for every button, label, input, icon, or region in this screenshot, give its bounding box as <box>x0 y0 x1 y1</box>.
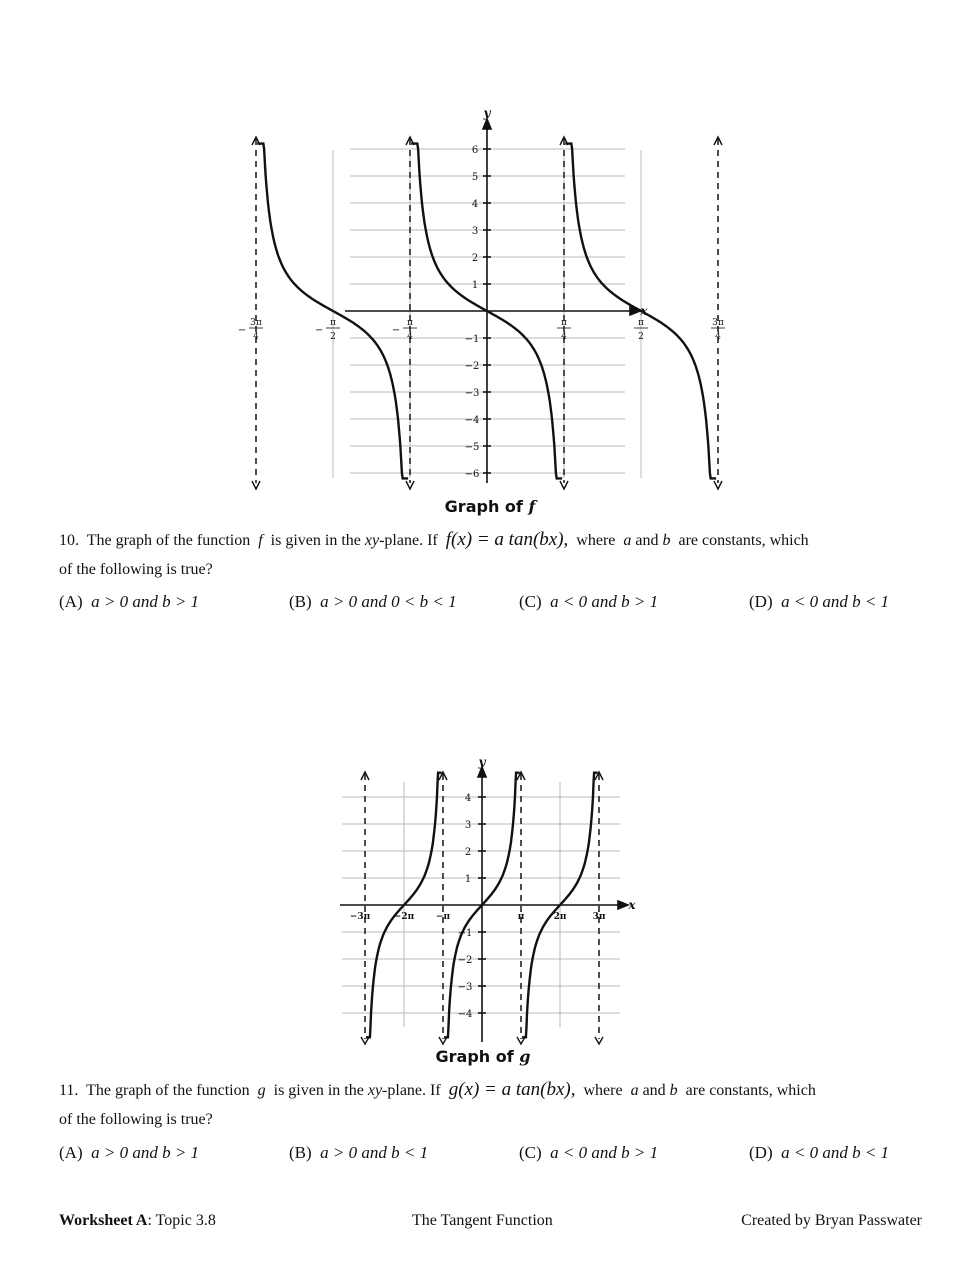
x-tick-numerator: π <box>561 318 567 328</box>
y-tick-label: 6 <box>471 145 479 156</box>
x-axis-label: x <box>640 304 648 318</box>
q10-choice-b[interactable]: (B) a > 0 and 0 < b < 1 <box>289 592 457 611</box>
x-tick-numerator: 3π <box>250 318 262 328</box>
footer-author: Created by Bryan Passwater <box>741 1212 922 1229</box>
q11-choice-a[interactable]: (A) a > 0 and b > 1 <box>59 1143 200 1162</box>
x-tick-denominator: 2 <box>638 332 644 342</box>
x-tick-sign: − <box>314 325 324 336</box>
question-10: 10. The graph of the function f is given in the xy-plane. If f(x) = a tan(bx), where a and b are constants, which of the following is true? <box>59 529 809 578</box>
x-tick-label <box>238 318 263 342</box>
q10-choice-c[interactable]: (C) a < 0 and b > 1 <box>519 592 659 611</box>
x-axis-label: x <box>628 898 636 912</box>
y-axis-label: y <box>478 755 486 769</box>
y-tick-label: −6 <box>464 469 480 480</box>
x-tick-numerator: π <box>330 318 336 328</box>
x-tick-numerator: π <box>407 318 413 328</box>
graph-g-title-var: g <box>519 1047 531 1066</box>
x-tick-label: 3π <box>592 912 606 922</box>
x-tick-denominator: 4 <box>253 332 259 342</box>
y-tick-label: 4 <box>464 793 472 804</box>
x-tick-denominator: 4 <box>561 332 567 342</box>
q11-choice-b[interactable]: (B) a > 0 and b < 1 <box>289 1143 429 1162</box>
y-tick-label: 5 <box>471 172 479 183</box>
q10-equation: f(x) = a tan(bx), <box>445 529 569 550</box>
graph-f-title-var: f <box>528 497 536 516</box>
x-tick-label: −2π <box>393 912 415 922</box>
y-tick-label: 1 <box>471 280 479 291</box>
x-tick-sign: − <box>237 325 247 336</box>
x-tick-label <box>315 318 340 342</box>
x-tick-denominator: 2 <box>330 332 336 342</box>
x-tick-numerator: π <box>638 318 644 328</box>
footer-worksheet: Worksheet A: Topic 3.8 <box>59 1212 216 1229</box>
x-tick-numerator: 3π <box>712 318 724 328</box>
y-tick-label: −3 <box>457 982 473 993</box>
y-tick-label: −1 <box>457 928 473 939</box>
x-tick-label: −3π <box>349 912 371 922</box>
x-axis-arrow <box>618 901 628 909</box>
q10-choice-d[interactable]: (D) a < 0 and b < 1 <box>749 592 890 611</box>
y-tick-label: −1 <box>464 334 480 345</box>
y-tick-label: −2 <box>457 955 473 966</box>
q11-choice-c[interactable]: (C) a < 0 and b > 1 <box>519 1143 659 1162</box>
y-tick-label: −3 <box>464 388 480 399</box>
y-axis-arrow <box>483 119 491 129</box>
q10-choice-a[interactable]: (A) a > 0 and b > 1 <box>59 592 200 611</box>
q11-choice-d[interactable]: (D) a < 0 and b < 1 <box>749 1143 890 1162</box>
graph-g <box>330 752 650 1047</box>
q10-choices <box>59 592 919 616</box>
y-tick-label: 4 <box>471 199 479 210</box>
y-tick-label: −2 <box>464 361 480 372</box>
y-tick-label: 3 <box>471 226 479 237</box>
x-tick-label: 2π <box>553 912 567 922</box>
y-tick-label: 2 <box>471 253 479 264</box>
q11-equation: g(x) = a tan(bx), <box>448 1079 576 1100</box>
y-tick-label: 1 <box>464 874 472 885</box>
x-tick-label: π <box>517 912 525 922</box>
footer-title: The Tangent Function <box>412 1212 553 1229</box>
q11-choices <box>59 1143 919 1167</box>
graph-f <box>237 105 724 495</box>
y-tick-label: −4 <box>464 415 480 426</box>
x-tick-denominator: 4 <box>715 332 721 342</box>
y-tick-label: 2 <box>464 847 472 858</box>
y-tick-label: 3 <box>464 820 472 831</box>
x-tick-sign: − <box>391 325 401 336</box>
graph-f-title: Graph of f <box>444 497 536 516</box>
y-tick-label: −4 <box>457 1009 473 1020</box>
y-tick-label: −5 <box>464 442 480 453</box>
y-axis-label: y <box>483 106 491 120</box>
graph-g-title: Graph of g <box>435 1047 531 1066</box>
question-11: 11. The graph of the function g is given in the xy-plane. If g(x) = a tan(bx), where a and b are constants, which of the following is true? <box>59 1079 816 1128</box>
x-tick-label: −π <box>435 912 451 922</box>
x-tick-denominator: 4 <box>407 332 413 342</box>
